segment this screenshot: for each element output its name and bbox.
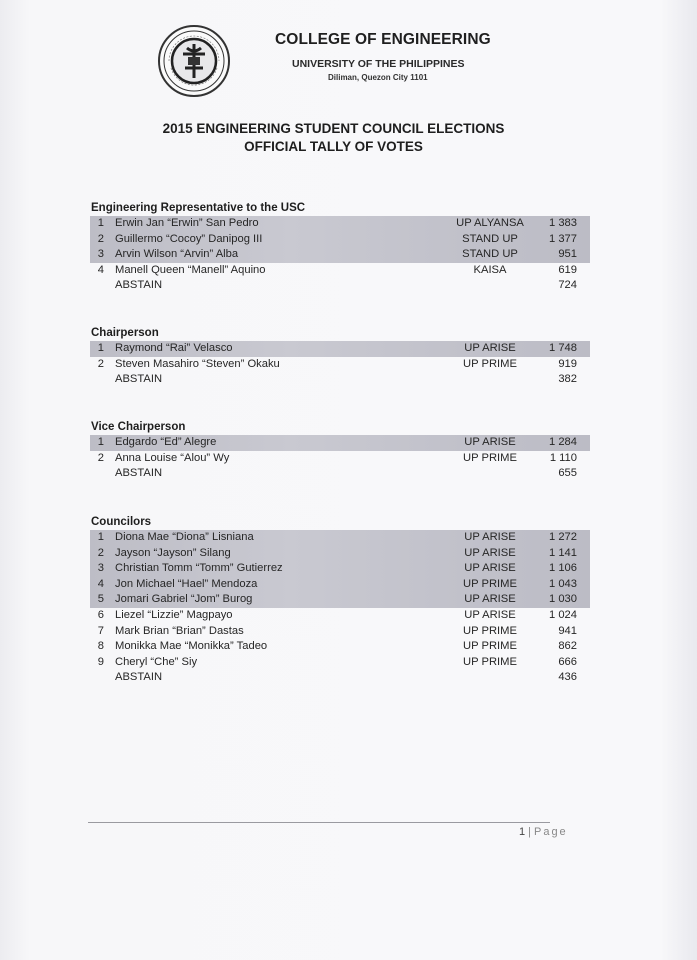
candidate-row	[90, 546, 590, 562]
candidate-name: Guillermo “Cocoy” Danipog III	[115, 232, 263, 245]
candidate-row	[90, 232, 590, 248]
candidate-number: 1	[97, 217, 104, 229]
candidate-name: Jayson “Jayson” Silang	[115, 546, 231, 559]
section-title: Councilors	[91, 516, 152, 528]
section-vice-chairperson	[90, 420, 590, 482]
candidate-row	[90, 655, 590, 671]
footer-divider	[88, 822, 550, 823]
candidate-row	[90, 341, 590, 357]
candidate-row	[90, 608, 590, 624]
section-councilors	[90, 515, 590, 686]
abstain-row	[90, 372, 590, 388]
candidate-party: UP PRIME	[463, 357, 517, 370]
candidate-name: Cheryl “Che” Siy	[115, 655, 198, 668]
candidate-party: UP ARISE	[464, 342, 516, 354]
candidate-number: 3	[97, 562, 104, 575]
page-label: Page	[533, 826, 568, 838]
vote-count: 1 377	[549, 232, 577, 245]
candidate-name: Monikka Mae “Monikka” Tadeo	[115, 640, 268, 653]
candidate-name: Christian Tomm “Tomm” Gutierrez	[115, 562, 283, 575]
vote-count: 1 141	[549, 546, 577, 559]
page-number: 1	[519, 826, 526, 838]
vote-count: 382	[558, 373, 577, 386]
candidate-name: Jomari Gabriel “Jom” Burog	[115, 593, 253, 606]
university-seal-logo	[157, 24, 231, 98]
document-subtitle: OFFICIAL TALLY OF VOTES	[244, 139, 423, 154]
candidate-name: Raymond “Rai” Velasco	[115, 342, 233, 354]
vote-count: 655	[558, 467, 577, 480]
candidate-name: Manell Queen “Manell” Aquino	[115, 263, 266, 276]
section-title: Vice Chairperson	[91, 421, 186, 433]
section-usc-representative	[90, 201, 590, 294]
candidate-name: Mark Brian “Brian” Dastas	[115, 624, 244, 637]
candidate-name: Diona Mae “Diona” Lisniana	[115, 531, 254, 543]
candidate-name: Anna Louise “Alou” Wy	[115, 451, 230, 464]
vote-count: 1 043	[549, 577, 577, 590]
candidate-row	[90, 451, 590, 467]
candidate-name: ABSTAIN	[115, 279, 163, 292]
abstain-row	[90, 278, 590, 294]
candidate-row	[90, 216, 590, 232]
candidate-row	[90, 592, 590, 608]
vote-count: 862	[558, 640, 577, 653]
vote-count: 1 272	[549, 531, 577, 543]
candidate-row	[90, 435, 590, 451]
candidate-name: Liezel “Lizzie” Magpayo	[115, 608, 233, 621]
candidate-party: STAND UP	[462, 232, 518, 245]
vote-count: 436	[558, 671, 577, 684]
section-chairperson	[90, 326, 590, 388]
candidate-number: 2	[97, 232, 104, 245]
candidate-party: UP ARISE	[464, 531, 516, 543]
candidate-number: 9	[97, 655, 104, 668]
candidate-row	[90, 624, 590, 640]
candidate-party: STAND UP	[462, 248, 518, 261]
vote-count: 1 110	[549, 451, 577, 464]
candidate-party: KAISA	[473, 263, 507, 276]
candidate-party: UP PRIME	[463, 640, 517, 653]
university-address: Diliman, Quezon City 1101	[328, 73, 428, 82]
candidate-number: 4	[97, 263, 104, 276]
abstain-row	[90, 466, 590, 482]
candidate-number: 1	[97, 342, 104, 354]
candidate-party: UP PRIME	[463, 655, 517, 668]
candidate-number: 3	[97, 248, 104, 261]
candidate-number: 8	[97, 640, 104, 653]
candidate-row	[90, 357, 590, 373]
candidate-number: 6	[97, 608, 104, 621]
vote-count: 1 024	[549, 608, 577, 621]
candidate-number: 2	[97, 357, 104, 370]
candidate-party: UP ARISE	[464, 546, 516, 559]
candidate-party: UP ARISE	[464, 562, 516, 575]
vote-count: 1 748	[549, 342, 577, 354]
candidate-party: UP ARISE	[464, 593, 516, 606]
candidate-number: 2	[97, 451, 104, 464]
candidate-name: ABSTAIN	[115, 671, 163, 684]
vote-count: 666	[558, 655, 577, 668]
candidate-number: 4	[97, 577, 104, 590]
candidate-number: 5	[97, 593, 104, 606]
college-name: COLLEGE OF ENGINEERING	[275, 31, 491, 48]
candidate-row	[90, 530, 590, 546]
vote-count: 919	[558, 357, 577, 370]
candidate-row	[90, 639, 590, 655]
candidate-name: Edgardo “Ed” Alegre	[115, 436, 217, 448]
candidate-name: Steven Masahiro “Steven” Okaku	[115, 357, 280, 370]
candidate-name: ABSTAIN	[115, 467, 163, 480]
vote-count: 619	[558, 263, 577, 276]
candidate-party: UP PRIME	[463, 624, 517, 637]
candidate-row	[90, 247, 590, 263]
section-title: Chairperson	[91, 327, 159, 339]
candidate-row	[90, 561, 590, 577]
university-name: UNIVERSITY OF THE PHILIPPINES	[292, 58, 465, 70]
candidate-number: 1	[97, 531, 104, 543]
candidate-number: 1	[97, 436, 104, 448]
candidate-party: UP ARISE	[464, 436, 516, 448]
candidate-party: UP PRIME	[463, 451, 517, 464]
candidate-name: ABSTAIN	[115, 373, 163, 386]
candidate-number: 7	[97, 624, 104, 637]
page-separator: |	[528, 826, 531, 838]
vote-count: 1 106	[549, 562, 577, 575]
candidate-party: UP PRIME	[463, 577, 517, 590]
candidate-row	[90, 263, 590, 279]
candidate-name: Erwin Jan “Erwin” San Pedro	[115, 217, 259, 229]
candidate-party: UP ARISE	[464, 608, 516, 621]
vote-count: 951	[558, 248, 577, 261]
vote-count: 1 030	[549, 593, 577, 606]
vote-count: 941	[558, 624, 577, 637]
candidate-row	[90, 577, 590, 593]
candidate-name: Arvin Wilson “Arvin” Alba	[115, 248, 239, 261]
vote-count: 1 284	[549, 436, 577, 448]
abstain-row	[90, 670, 590, 686]
section-title: Engineering Representative to the USC	[91, 202, 306, 214]
candidate-party: UP ALYANSA	[456, 217, 524, 229]
document-title: 2015 ENGINEERING STUDENT COUNCIL ELECTIONS	[162, 121, 505, 136]
candidate-name: Jon Michael “Hael” Mendoza	[115, 577, 258, 590]
vote-count: 724	[558, 279, 577, 292]
page-footer	[519, 826, 568, 838]
vote-count: 1 383	[549, 217, 577, 229]
candidate-number: 2	[97, 546, 104, 559]
